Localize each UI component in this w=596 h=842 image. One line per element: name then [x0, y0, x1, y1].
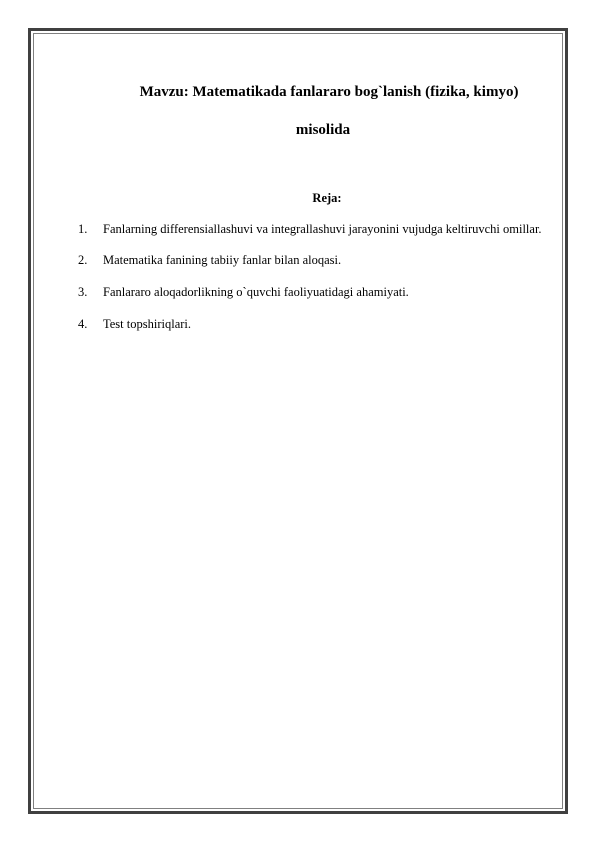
plan-item-number: 1. — [78, 222, 88, 236]
plan-item-2 — [78, 251, 545, 269]
plan-item-text: Test topshiriqlari. — [103, 317, 192, 331]
plan-heading: Reja: — [312, 191, 342, 205]
plan-item-1 — [78, 212, 545, 247]
plan-item-text: Fanlarning differensiallashuvi va integrallashuvi jarayonini vujudga keltiruvchi omillar. — [103, 222, 542, 236]
page-border-inner — [33, 33, 563, 809]
plan-item-number: 2. — [78, 253, 88, 267]
plan-list — [78, 220, 545, 347]
plan-item-text: Fanlararo aloqadorlikning o`quvchi faoliyuatidagi ahamiyati. — [103, 285, 409, 299]
document-title-line-1: Mavzu: Matematikada fanlararo bog`lanish (fizika, kimyo) — [139, 84, 519, 100]
plan-item-text: Matematika fanining tabiiy fanlar bilan aloqasi. — [103, 253, 342, 267]
plan-item-3 — [78, 283, 545, 301]
document-title-line-2: misolida — [295, 122, 351, 138]
plan-item-number: 4. — [78, 317, 88, 331]
plan-item-4 — [78, 315, 545, 333]
plan-item-number: 3. — [78, 285, 88, 299]
